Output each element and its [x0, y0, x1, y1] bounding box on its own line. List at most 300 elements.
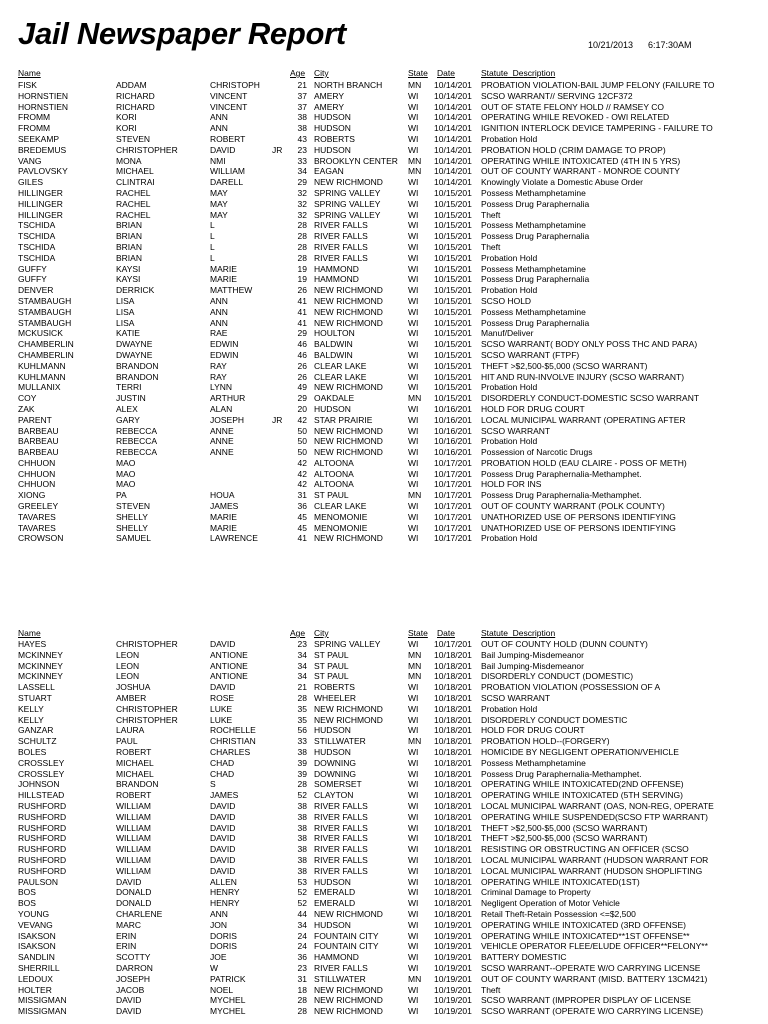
- booking-date: 10/14/201: [434, 112, 472, 123]
- state: WI: [408, 231, 419, 242]
- booking-date: 10/17/201: [434, 639, 472, 649]
- last-name: CHAMBERLIN: [18, 349, 74, 360]
- booking-date: 10/17/201: [434, 522, 472, 533]
- middle-name: MARIE: [210, 274, 237, 285]
- statute-description: PROBATION HOLD (EAU CLAIRE - POSS OF METH): [481, 457, 687, 468]
- table-row: [0, 296, 768, 307]
- middle-name: ANN: [210, 317, 228, 328]
- col-statute-header: Statute_Description: [481, 68, 556, 78]
- age: 38: [297, 746, 307, 757]
- booking-date: 10/18/201: [434, 898, 472, 909]
- age: 56: [297, 725, 307, 736]
- middle-name: L: [210, 231, 215, 242]
- last-name: GILES: [18, 177, 44, 188]
- statute-description: SCSO WARRANT (OPERATE W/O CARRYING LICENSE): [481, 1006, 704, 1017]
- first-name: SHELLY: [116, 511, 148, 522]
- age: 34: [297, 166, 307, 177]
- last-name: GANZAR: [18, 725, 54, 736]
- statute-description: OPERATING WHILE SUSPENDED(SCSO FTP WARRANT): [481, 811, 709, 822]
- last-name: GUFFY: [18, 274, 47, 285]
- booking-date: 10/15/201: [434, 241, 472, 252]
- last-name: JOHNSON: [18, 779, 60, 790]
- age: 42: [297, 457, 307, 468]
- state: MN: [408, 166, 422, 177]
- table-row: [0, 639, 768, 650]
- booking-date: 10/14/201: [434, 123, 472, 134]
- age: 26: [297, 360, 307, 371]
- age: 38: [297, 865, 307, 876]
- city: OAKDALE: [314, 393, 355, 404]
- age: 33: [297, 736, 307, 747]
- table-row: [0, 844, 768, 855]
- booking-date: 10/18/201: [434, 660, 472, 671]
- first-name: SHELLY: [116, 522, 148, 533]
- age: 28: [297, 231, 307, 242]
- city: NEW RICHMOND: [314, 425, 383, 436]
- booking-date: 10/17/201: [434, 511, 472, 522]
- booking-date: 10/14/201: [434, 101, 472, 112]
- last-name: COY: [18, 393, 37, 404]
- age: 26: [297, 371, 307, 382]
- col-statute-header: Statute_Description: [481, 628, 556, 638]
- statute-description: OPERATING WHILE INTOXICATED**1ST OFFENSE**: [481, 930, 690, 941]
- booking-date: 10/15/201: [434, 220, 472, 231]
- city: ST PAUL: [314, 649, 349, 660]
- statute-description: OUT OF COUNTY HOLD (DUNN COUNTY): [481, 639, 648, 649]
- state: WI: [408, 811, 419, 822]
- booking-date: 10/18/201: [434, 790, 472, 801]
- middle-name: DORIS: [210, 941, 237, 952]
- table-row: [0, 253, 768, 264]
- age: 28: [297, 779, 307, 790]
- age: 45: [297, 522, 307, 533]
- city: ST PAUL: [314, 490, 349, 501]
- booking-table-1: [0, 80, 768, 544]
- table-row: [0, 447, 768, 458]
- statute-description: DISORDERLY CONDUCT (DOMESTIC): [481, 671, 634, 682]
- statute-description: OPERATING WHILE INTOXICATED (4TH IN 5 YRS): [481, 155, 681, 166]
- table-row: [0, 1006, 768, 1017]
- middle-name: MAY: [210, 187, 228, 198]
- middle-name: CHARLES: [210, 746, 251, 757]
- booking-date: 10/17/201: [434, 479, 472, 490]
- table-row: [0, 210, 768, 221]
- booking-date: 10/15/201: [434, 306, 472, 317]
- middle-name: NOEL: [210, 984, 234, 995]
- booking-date: 10/18/201: [434, 703, 472, 714]
- booking-date: 10/18/201: [434, 854, 472, 865]
- first-name: RACHEL: [116, 198, 151, 209]
- first-name: JOSEPH: [116, 973, 151, 984]
- middle-name: ROSE: [210, 692, 235, 703]
- city: NEW RICHMOND: [314, 995, 383, 1006]
- age: 42: [297, 414, 307, 425]
- state: WI: [408, 501, 419, 512]
- age: 38: [297, 844, 307, 855]
- age: 36: [297, 501, 307, 512]
- table-row: [0, 458, 768, 469]
- statute-description: Theft: [481, 984, 501, 995]
- age: 34: [297, 649, 307, 660]
- statute-description: Possess Drug Paraphernalia-Methamphet.: [481, 490, 642, 501]
- booking-date: 10/18/201: [434, 725, 472, 736]
- age: 34: [297, 919, 307, 930]
- age: 29: [297, 177, 307, 188]
- table-row: [0, 328, 768, 339]
- last-name: STAMBAUGH: [18, 317, 72, 328]
- first-name: KORI: [116, 112, 137, 123]
- age: 39: [297, 757, 307, 768]
- table-row: [0, 533, 768, 544]
- city: BROOKLYN CENTER: [314, 155, 398, 166]
- first-name: DERRICK: [116, 285, 155, 296]
- city: WHEELER: [314, 692, 357, 703]
- city: NEW RICHMOND: [314, 285, 383, 296]
- state: WI: [408, 220, 419, 231]
- first-name: CHARLENE: [116, 908, 163, 919]
- city: RIVER FALLS: [314, 811, 368, 822]
- city: NEW RICHMOND: [314, 317, 383, 328]
- last-name: LEDOUX: [18, 973, 53, 984]
- middle-name: ANTIONE: [210, 671, 248, 682]
- city: NEW RICHMOND: [314, 984, 383, 995]
- first-name: ROBERT: [116, 790, 152, 801]
- first-name: MAO: [116, 479, 136, 490]
- statute-description: SCSO WARRANT: [481, 425, 551, 436]
- last-name: PARENT: [18, 414, 52, 425]
- first-name: ALEX: [116, 403, 138, 414]
- first-name: TERRI: [116, 382, 142, 393]
- city: CLEAR LAKE: [314, 371, 367, 382]
- table-row: [0, 134, 768, 145]
- age: 19: [297, 274, 307, 285]
- middle-name: ALLEN: [210, 876, 237, 887]
- age: 28: [297, 241, 307, 252]
- middle-name: DAVID: [210, 682, 236, 693]
- first-name: BRIAN: [116, 220, 142, 231]
- state: WI: [408, 887, 419, 898]
- table-row: [0, 704, 768, 715]
- last-name: SHERRILL: [18, 962, 60, 973]
- middle-name: RAE: [210, 328, 228, 339]
- table-row: [0, 264, 768, 275]
- state: WI: [408, 285, 419, 296]
- statute-description: OPERATING WHILE REVOKED - OWI RELATED: [481, 112, 670, 123]
- middle-name: MAY: [210, 209, 228, 220]
- city: EAGAN: [314, 166, 344, 177]
- table-row: [0, 823, 768, 834]
- state: WI: [408, 177, 419, 188]
- statute-description: Possess Methamphetamine: [481, 306, 586, 317]
- city: ALTOONA: [314, 457, 354, 468]
- first-name: LEON: [116, 649, 140, 660]
- middle-name: CHAD: [210, 768, 235, 779]
- table-row: [0, 393, 768, 404]
- state: WI: [408, 952, 419, 963]
- age: 42: [297, 468, 307, 479]
- first-name: BRANDON: [116, 779, 159, 790]
- middle-name: JAMES: [210, 790, 239, 801]
- city: MENOMONIE: [314, 511, 368, 522]
- statute-description: LOCAL MUNICIPAL WARRANT (OPERATING AFTER: [481, 414, 686, 425]
- first-name: MONA: [116, 155, 142, 166]
- state: MN: [408, 155, 422, 166]
- table-row: [0, 920, 768, 931]
- middle-name: DARELL: [210, 177, 244, 188]
- middle-name: DAVID: [210, 844, 236, 855]
- statute-description: Possess Drug Paraphernalia: [481, 231, 590, 242]
- booking-date: 10/15/201: [434, 231, 472, 242]
- booking-date: 10/15/201: [434, 252, 472, 263]
- last-name: SEEKAMP: [18, 133, 60, 144]
- table-row: [0, 671, 768, 682]
- last-name: LASSELL: [18, 682, 55, 693]
- state: WI: [408, 306, 419, 317]
- booking-date: 10/18/201: [434, 779, 472, 790]
- age: 52: [297, 887, 307, 898]
- table-row: [0, 736, 768, 747]
- booking-date: 10/19/201: [434, 1006, 472, 1017]
- middle-name: LUKE: [210, 714, 233, 725]
- middle-name: W: [210, 962, 219, 973]
- booking-date: 10/17/201: [434, 490, 472, 501]
- col-state-header: State: [408, 68, 428, 78]
- state: WI: [408, 403, 419, 414]
- booking-date: 10/15/201: [434, 285, 472, 296]
- city: STAR PRAIRIE: [314, 414, 373, 425]
- statute-description: OUT OF COUNTY WARRANT (MISD. BATTERY 13CM421): [481, 973, 708, 984]
- state: WI: [408, 349, 419, 360]
- state: WI: [408, 101, 419, 112]
- city: RIVER FALLS: [314, 822, 368, 833]
- first-name: LEON: [116, 660, 140, 671]
- statute-description: Possession of Narcotic Drugs: [481, 447, 593, 458]
- last-name: RUSHFORD: [18, 833, 67, 844]
- booking-date: 10/18/201: [434, 865, 472, 876]
- state: WI: [408, 930, 419, 941]
- state: MN: [408, 649, 422, 660]
- statute-description: OPERATING WHILE INTOXICATED (3RD OFFENSE): [481, 919, 686, 930]
- table-row: [0, 682, 768, 693]
- city: NEW RICHMOND: [314, 436, 383, 447]
- city: HOULTON: [314, 328, 355, 339]
- middle-name: CHAD: [210, 757, 235, 768]
- statute-description: Bail Jumping-Misdemeanor: [481, 660, 584, 671]
- first-name: ROBERT: [116, 746, 152, 757]
- last-name: HILLINGER: [18, 209, 63, 220]
- city: NEW RICHMOND: [314, 306, 383, 317]
- booking-date: 10/19/201: [434, 995, 472, 1006]
- middle-name: NMI: [210, 155, 226, 166]
- table-row: [0, 661, 768, 672]
- statute-description: OUT OF STATE FELONY HOLD // RAMSEY CO: [481, 101, 664, 112]
- last-name: FROMM: [18, 123, 51, 134]
- first-name: JUSTIN: [116, 393, 146, 404]
- last-name: SANDLIN: [18, 952, 55, 963]
- first-name: JACOB: [116, 984, 145, 995]
- first-name: MAO: [116, 457, 136, 468]
- booking-date: 10/18/201: [434, 833, 472, 844]
- state: MN: [408, 736, 422, 747]
- table-row: [0, 415, 768, 426]
- report-title: Jail Newspaper Report: [18, 16, 346, 51]
- state: WI: [408, 425, 419, 436]
- booking-date: 10/15/201: [434, 371, 472, 382]
- state: WI: [408, 533, 419, 544]
- state: WI: [408, 995, 419, 1006]
- middle-name: JOSEPH: [210, 414, 245, 425]
- first-name: WILLIAM: [116, 833, 151, 844]
- table-row: [0, 285, 768, 296]
- middle-name: ROBERT: [210, 133, 246, 144]
- age: 31: [297, 490, 307, 501]
- table-row: [0, 812, 768, 823]
- statute-description: Probation Hold: [481, 533, 538, 544]
- age: 35: [297, 703, 307, 714]
- state: WI: [408, 295, 419, 306]
- city: NEW RICHMOND: [314, 382, 383, 393]
- middle-name: ANN: [210, 123, 228, 134]
- table-row: [0, 490, 768, 501]
- last-name: ZAK: [18, 403, 35, 414]
- age: 50: [297, 447, 307, 458]
- age: 21: [297, 80, 307, 90]
- middle-name: ALAN: [210, 403, 233, 414]
- middle-name: PATRICK: [210, 973, 246, 984]
- booking-date: 10/16/201: [434, 414, 472, 425]
- age: 45: [297, 511, 307, 522]
- middle-name: CHRISTOPH: [210, 80, 260, 90]
- last-name: MCKINNEY: [18, 671, 63, 682]
- age: 18: [297, 984, 307, 995]
- last-name: MCKINNEY: [18, 660, 63, 671]
- city: HUDSON: [314, 725, 351, 736]
- state: WI: [408, 144, 419, 155]
- statute-description: Probation Hold: [481, 285, 538, 296]
- table-row: [0, 855, 768, 866]
- state: WI: [408, 360, 419, 371]
- booking-date: 10/18/201: [434, 876, 472, 887]
- age: 28: [297, 995, 307, 1006]
- middle-name: WILLIAM: [210, 166, 245, 177]
- first-name: PA: [116, 490, 127, 501]
- first-name: LISA: [116, 306, 135, 317]
- city: NEW RICHMOND: [314, 177, 383, 188]
- booking-date: 10/16/201: [434, 403, 472, 414]
- city: HAMMOND: [314, 952, 359, 963]
- age: 34: [297, 671, 307, 682]
- last-name: STUART: [18, 692, 52, 703]
- city: RIVER FALLS: [314, 854, 368, 865]
- age: 32: [297, 198, 307, 209]
- statute-description: SCSO WARRANT (FTPF): [481, 349, 580, 360]
- statute-description: PROBATION HOLD (CRIM DAMAGE TO PROP): [481, 144, 666, 155]
- city: AMERY: [314, 101, 345, 112]
- age: 32: [297, 209, 307, 220]
- state: WI: [408, 757, 419, 768]
- statute-description: HOLD FOR DRUG COURT: [481, 725, 585, 736]
- table-row: [0, 952, 768, 963]
- first-name: CHRISTOPHER: [116, 144, 178, 155]
- statute-description: Possess Methamphetamine: [481, 187, 586, 198]
- state: MN: [408, 490, 422, 501]
- last-name: CHHUON: [18, 479, 56, 490]
- booking-date: 10/15/201: [434, 263, 472, 274]
- middle-name: ANTIONE: [210, 660, 248, 671]
- city: NEW RICHMOND: [314, 1006, 383, 1017]
- city: DOWNING: [314, 768, 357, 779]
- last-name: FISK: [18, 80, 37, 90]
- middle-name: DORIS: [210, 930, 237, 941]
- booking-date: 10/15/201: [434, 382, 472, 393]
- table-row: [0, 995, 768, 1006]
- last-name: MCKINNEY: [18, 649, 63, 660]
- middle-name: HENRY: [210, 898, 240, 909]
- first-name: WILLIAM: [116, 811, 151, 822]
- booking-date: 10/18/201: [434, 811, 472, 822]
- age: 53: [297, 876, 307, 887]
- last-name: CHAMBERLIN: [18, 339, 74, 350]
- last-name: HILLINGER: [18, 187, 63, 198]
- city: SPRING VALLEY: [314, 198, 381, 209]
- last-name: KELLY: [18, 714, 44, 725]
- last-name: RUSHFORD: [18, 822, 67, 833]
- first-name: WILLIAM: [116, 800, 151, 811]
- middle-name: MARIE: [210, 263, 237, 274]
- age: 49: [297, 382, 307, 393]
- booking-date: 10/18/201: [434, 887, 472, 898]
- middle-name: DAVID: [210, 865, 236, 876]
- middle-name: ANN: [210, 112, 228, 123]
- middle-name: ANN: [210, 908, 228, 919]
- first-name: WILLIAM: [116, 865, 151, 876]
- age: 35: [297, 714, 307, 725]
- age: 43: [297, 133, 307, 144]
- state: WI: [408, 90, 419, 101]
- statute-description: Probation Hold: [481, 436, 538, 447]
- age: 52: [297, 898, 307, 909]
- table-row: [0, 199, 768, 210]
- age: 38: [297, 123, 307, 134]
- table-row: [0, 318, 768, 329]
- table-row: [0, 350, 768, 361]
- age: 38: [297, 833, 307, 844]
- booking-table-2: [0, 639, 768, 1017]
- booking-date: 10/18/201: [434, 692, 472, 703]
- booking-date: 10/16/201: [434, 425, 472, 436]
- col-date-header: Date: [437, 68, 455, 78]
- city: RIVER FALLS: [314, 844, 368, 855]
- city: ROBERTS: [314, 133, 355, 144]
- last-name: XIONG: [18, 490, 46, 501]
- last-name: HAYES: [18, 639, 47, 649]
- middle-name: ROCHELLE: [210, 725, 256, 736]
- table-row: [0, 156, 768, 167]
- booking-date: 10/18/201: [434, 844, 472, 855]
- booking-date: 10/14/201: [434, 133, 472, 144]
- booking-date: 10/17/201: [434, 468, 472, 479]
- statute-description: Bail Jumping-Misdemeanor: [481, 649, 584, 660]
- state: WI: [408, 522, 419, 533]
- table-row: [0, 512, 768, 523]
- last-name: RUSHFORD: [18, 854, 67, 865]
- table-row: [0, 523, 768, 534]
- first-name: MICHAEL: [116, 768, 154, 779]
- last-name: VANG: [18, 155, 42, 166]
- age: 28: [297, 1006, 307, 1017]
- middle-name: ANNE: [210, 425, 234, 436]
- statute-description: PROBATION HOLD--(FORGERY): [481, 736, 610, 747]
